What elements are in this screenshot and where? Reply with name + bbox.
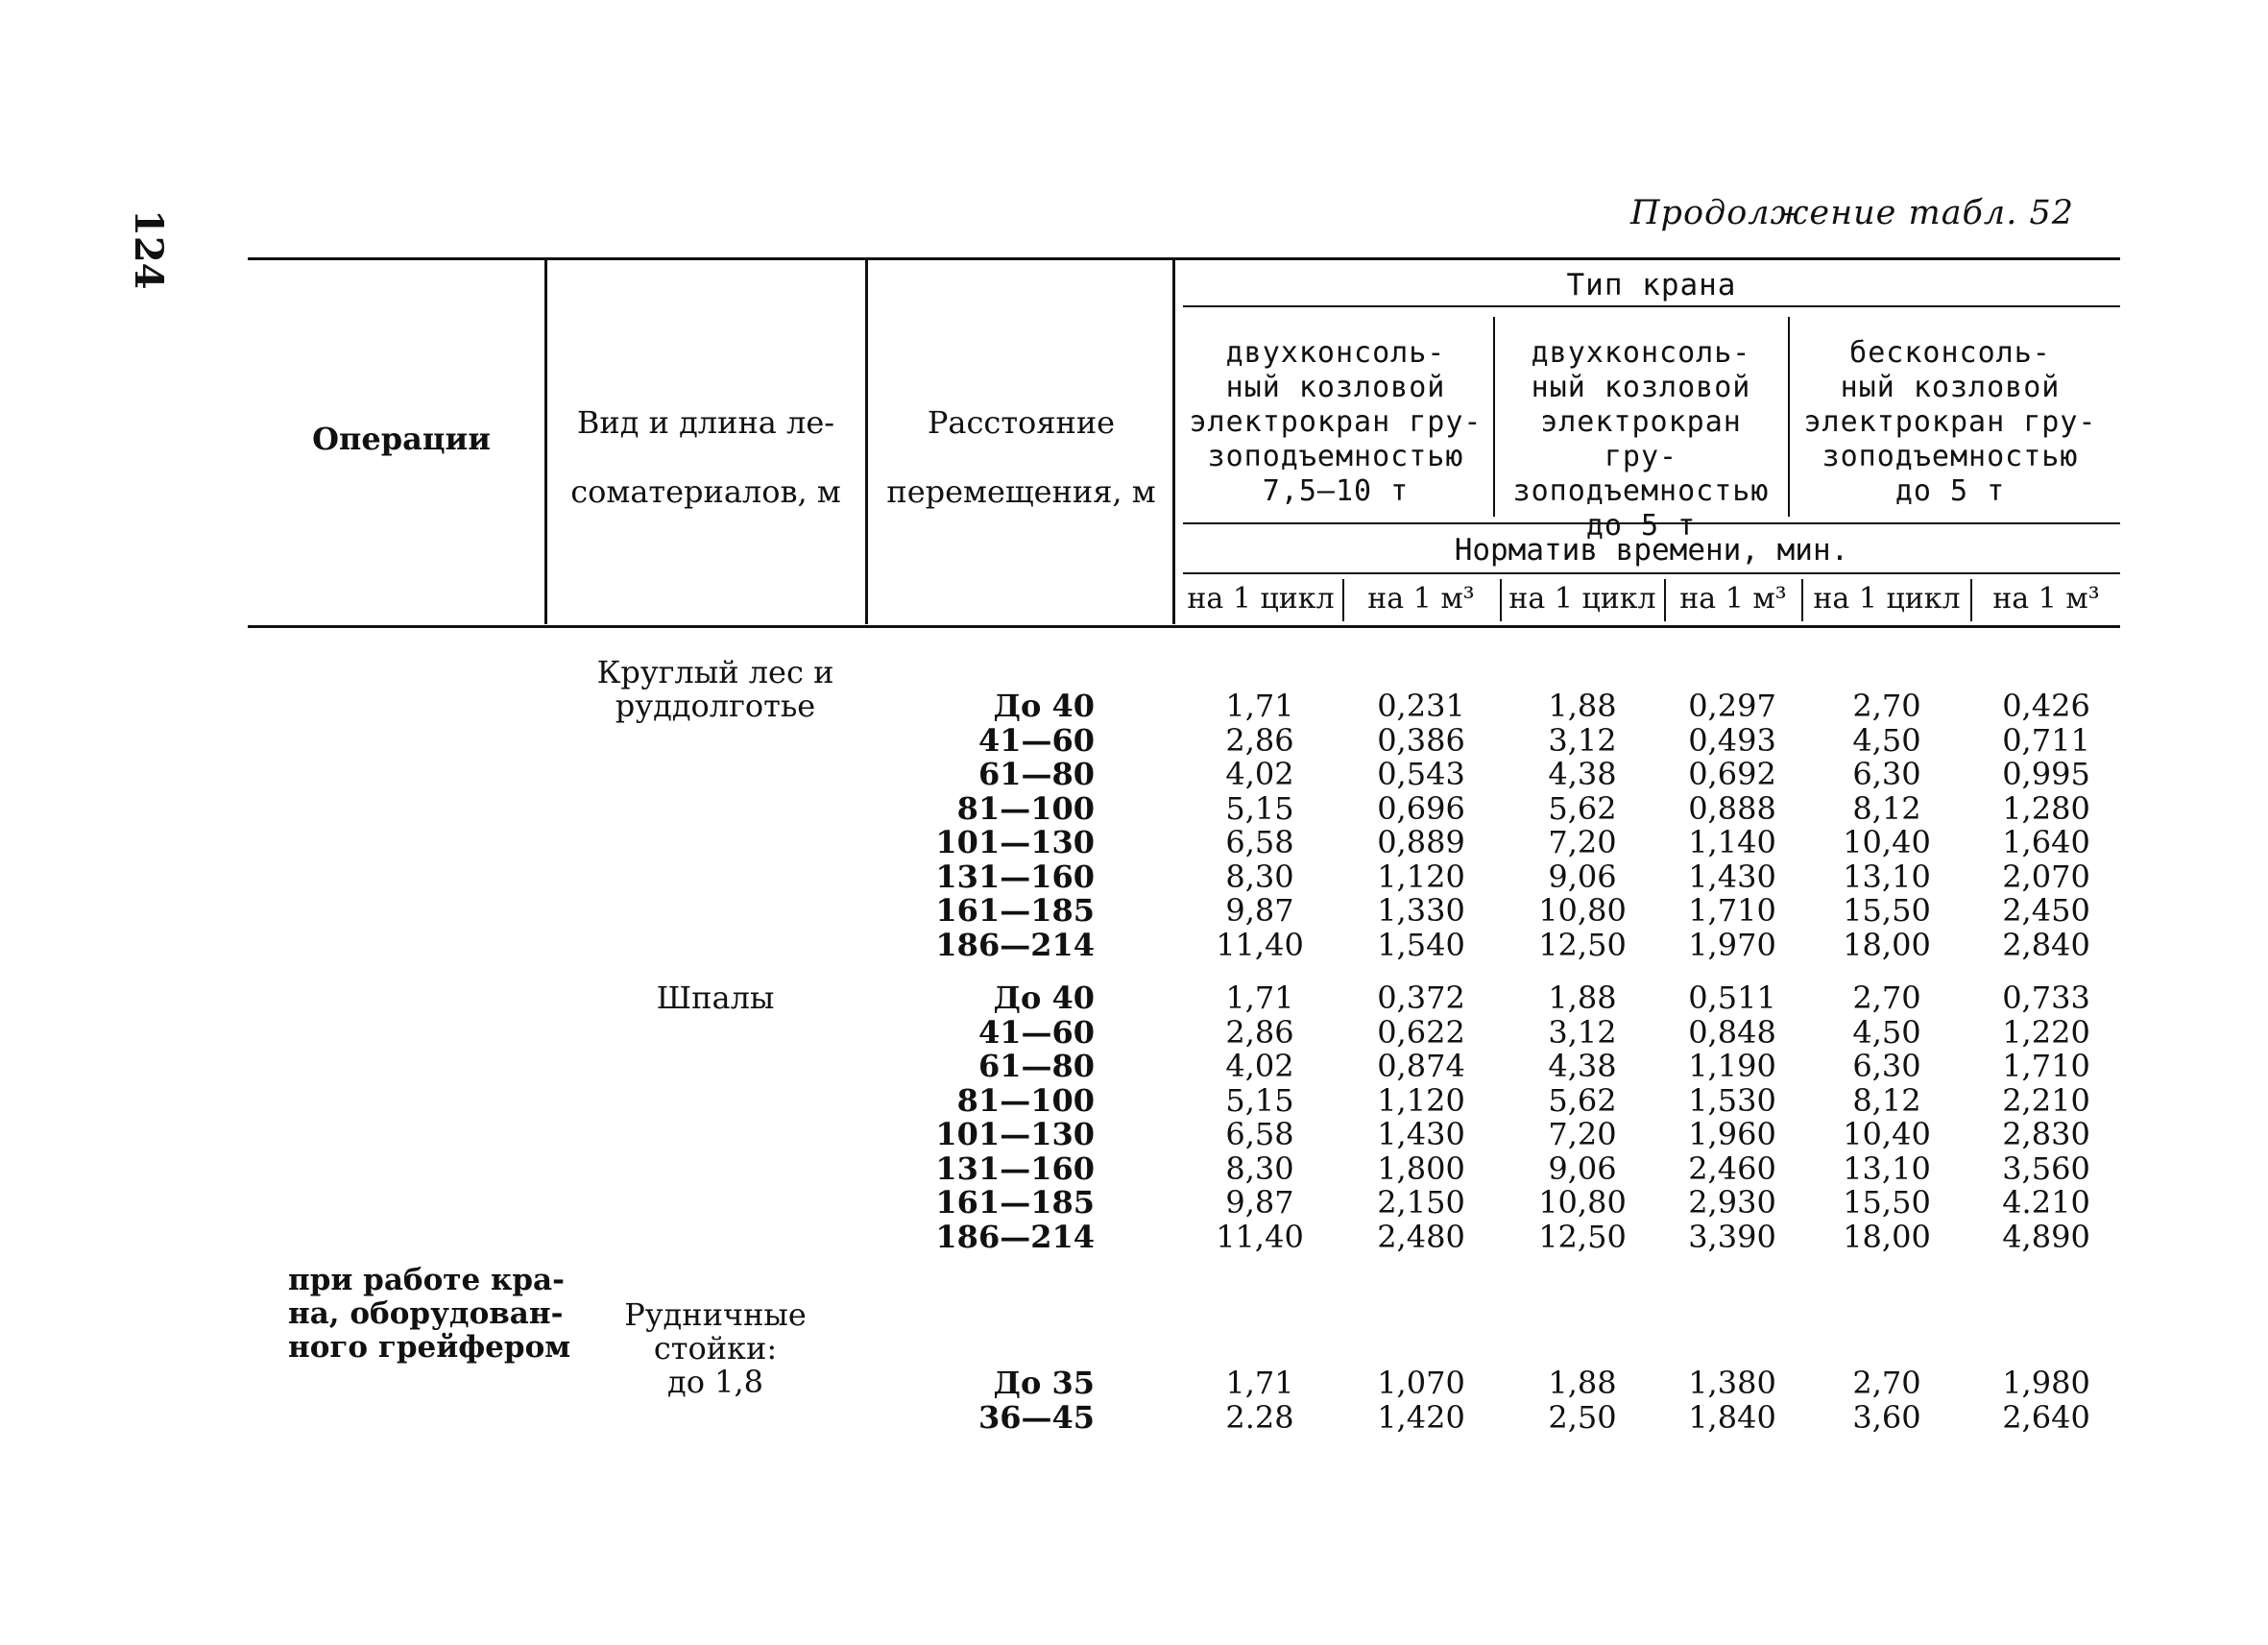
cell-m3-crane3: 1,280 — [2002, 789, 2090, 827]
sub-header-m3-1: на 1 м³ — [1367, 582, 1475, 616]
header-bottom-rule — [248, 625, 2120, 628]
crane-3-name: бесконсоль- ный козловой электрокран гру- зоподъемностью до 5 т — [1803, 336, 2097, 508]
cell-cycle-crane1: 6,58 — [1225, 824, 1294, 860]
table-top-rule — [248, 257, 2120, 260]
cell-distance: 41—60 — [977, 1013, 1095, 1051]
cell-cycle-crane3: 6,30 — [1852, 1048, 1921, 1084]
cell-m3-crane1: 0,543 — [1377, 756, 1465, 792]
cell-cycle-crane1: 4,02 — [1225, 1048, 1294, 1084]
cell-cycle-crane2: 1,88 — [1548, 1365, 1617, 1401]
header-distance: Расстояние перемещения, м — [886, 404, 1156, 510]
cell-m3-crane2: 0,493 — [1688, 721, 1776, 759]
cell-m3-crane1: 0,372 — [1377, 980, 1465, 1016]
cell-m3-crane1: 1,540 — [1377, 926, 1465, 963]
sub-header-cycle-3: на 1 цикл — [1813, 582, 1961, 616]
cell-m3-crane1: 0,622 — [1377, 1013, 1465, 1051]
cell-m3-crane2: 1,190 — [1688, 1048, 1776, 1084]
material-label: Рудничные стойки: до 1,8 — [624, 1296, 807, 1400]
cell-distance: 61—80 — [977, 1048, 1095, 1084]
cell-m3-crane2: 1,840 — [1688, 1398, 1776, 1436]
crane-type-rule — [1183, 305, 2120, 307]
cell-m3-crane2: 1,380 — [1688, 1365, 1776, 1401]
cell-cycle-crane1: 9,87 — [1225, 892, 1294, 929]
cell-m3-crane1: 0,386 — [1377, 721, 1465, 759]
cell-m3-crane1: 2,150 — [1377, 1184, 1465, 1221]
col-divider-3 — [1172, 259, 1175, 624]
cell-m3-crane3: 1,710 — [2002, 1048, 2090, 1084]
cell-m3-crane3: 4.210 — [2002, 1184, 2090, 1221]
cell-cycle-crane1: 11,40 — [1216, 926, 1304, 963]
operation-label: при работе кра- на, оборудован- ного грейфером — [288, 1263, 571, 1365]
cell-cycle-crane1: 2.28 — [1225, 1398, 1294, 1436]
cell-m3-crane2: 1,710 — [1688, 892, 1776, 929]
cell-distance: 186—214 — [935, 1218, 1095, 1255]
cell-m3-crane2: 1,430 — [1688, 858, 1776, 895]
cell-cycle-crane1: 8,30 — [1225, 1149, 1294, 1187]
cell-cycle-crane3: 15,50 — [1843, 892, 1931, 929]
cell-m3-crane1: 1,070 — [1377, 1365, 1465, 1401]
cell-cycle-crane3: 8,12 — [1852, 1081, 1921, 1119]
cell-m3-crane3: 1,640 — [2002, 824, 2090, 860]
cell-m3-crane3: 2,070 — [2002, 858, 2090, 895]
table-caption: Продолжение табл. 52 — [1630, 194, 2074, 232]
sub-header-m3-3: на 1 м³ — [1992, 582, 2100, 616]
cell-cycle-crane3: 18,00 — [1843, 1218, 1931, 1255]
crane-divider-1 — [1493, 317, 1495, 517]
cell-cycle-crane3: 8,12 — [1852, 789, 1921, 827]
cell-m3-crane3: 2,640 — [2002, 1398, 2090, 1436]
cell-cycle-crane1: 9,87 — [1225, 1184, 1294, 1221]
cell-cycle-crane2: 3,12 — [1548, 1013, 1617, 1051]
cell-m3-crane2: 0,848 — [1688, 1013, 1776, 1051]
cell-m3-crane2: 1,960 — [1688, 1116, 1776, 1152]
cell-m3-crane1: 1,430 — [1377, 1116, 1465, 1152]
sub-header-cycle-1: на 1 цикл — [1187, 582, 1335, 616]
cell-distance: 101—130 — [935, 1116, 1095, 1152]
cell-distance: 131—160 — [935, 1149, 1095, 1187]
crane-2-name: двухконсоль- ный козловой электрокран гру- зоподъемностью до 5 т — [1512, 336, 1770, 543]
cell-m3-crane1: 0,874 — [1377, 1048, 1465, 1084]
cell-cycle-crane3: 13,10 — [1843, 1149, 1931, 1187]
cell-m3-crane3: 2,840 — [2002, 926, 2090, 963]
cell-cycle-crane1: 8,30 — [1225, 858, 1294, 895]
cell-cycle-crane2: 2,50 — [1548, 1398, 1617, 1436]
cell-m3-crane3: 1,220 — [2002, 1013, 2090, 1051]
cell-m3-crane2: 0,888 — [1688, 789, 1776, 827]
cell-cycle-crane3: 2,70 — [1852, 980, 1921, 1016]
cell-m3-crane1: 0,231 — [1377, 688, 1465, 724]
cell-cycle-crane1: 2,86 — [1225, 721, 1294, 759]
cell-m3-crane1: 1,420 — [1377, 1398, 1465, 1436]
norm-time-rule — [1183, 572, 2120, 574]
cell-m3-crane3: 0,733 — [2002, 980, 2090, 1016]
header-crane-type: Тип крана — [1566, 268, 1737, 302]
cell-cycle-crane2: 7,20 — [1548, 1116, 1617, 1152]
cell-distance: 36—45 — [977, 1398, 1095, 1436]
cell-m3-crane3: 2,210 — [2002, 1081, 2090, 1119]
cell-cycle-crane2: 12,50 — [1538, 1218, 1627, 1255]
col-divider-2 — [865, 259, 868, 624]
header-material: Вид и длина ле- соматериалов, м — [570, 404, 841, 510]
page-number: 124 — [126, 209, 171, 290]
col-divider-1 — [544, 259, 547, 624]
cell-cycle-crane3: 3,60 — [1852, 1398, 1921, 1436]
cell-m3-crane2: 2,930 — [1688, 1184, 1776, 1221]
cell-cycle-crane1: 6,58 — [1225, 1116, 1294, 1152]
cell-cycle-crane1: 5,15 — [1225, 789, 1294, 827]
cell-cycle-crane2: 9,06 — [1548, 1149, 1617, 1187]
cell-cycle-crane1: 1,71 — [1225, 980, 1294, 1016]
cell-m3-crane1: 0,889 — [1377, 824, 1465, 860]
cell-distance: До 40 — [993, 688, 1095, 724]
cell-cycle-crane2: 3,12 — [1548, 721, 1617, 759]
cell-m3-crane3: 4,890 — [2002, 1218, 2090, 1255]
crane-divider-2 — [1788, 317, 1790, 517]
cell-cycle-crane1: 4,02 — [1225, 756, 1294, 792]
cell-cycle-crane1: 5,15 — [1225, 1081, 1294, 1119]
cell-distance: До 40 — [993, 980, 1095, 1016]
cell-cycle-crane2: 4,38 — [1548, 1048, 1617, 1084]
cell-m3-crane1: 0,696 — [1377, 789, 1465, 827]
cell-cycle-crane2: 12,50 — [1538, 926, 1627, 963]
cell-m3-crane3: 0,426 — [2002, 688, 2090, 724]
cell-distance: 41—60 — [977, 721, 1095, 759]
cell-cycle-crane1: 2,86 — [1225, 1013, 1294, 1051]
cell-cycle-crane2: 7,20 — [1548, 824, 1617, 860]
cell-cycle-crane1: 11,40 — [1216, 1218, 1304, 1255]
cell-m3-crane1: 1,330 — [1377, 892, 1465, 929]
cell-distance: 101—130 — [935, 824, 1095, 860]
cell-m3-crane3: 2,450 — [2002, 892, 2090, 929]
cell-m3-crane3: 1,980 — [2002, 1365, 2090, 1401]
cell-m3-crane3: 2,830 — [2002, 1116, 2090, 1152]
cell-m3-crane2: 0,297 — [1688, 688, 1776, 724]
cell-m3-crane2: 1,530 — [1688, 1081, 1776, 1119]
cell-cycle-crane1: 1,71 — [1225, 1365, 1294, 1401]
material-label: Круглый лес и руддолготье — [596, 654, 834, 724]
cell-m3-crane2: 0,511 — [1688, 980, 1776, 1016]
cell-cycle-crane2: 9,06 — [1548, 858, 1617, 895]
cell-cycle-crane2: 10,80 — [1538, 1184, 1627, 1221]
cell-cycle-crane3: 4,50 — [1852, 1013, 1921, 1051]
cell-cycle-crane3: 10,40 — [1843, 1116, 1931, 1152]
cell-distance: 81—100 — [956, 789, 1095, 827]
cell-distance: 186—214 — [935, 926, 1095, 963]
cell-m3-crane1: 2,480 — [1377, 1218, 1465, 1255]
cell-m3-crane2: 3,390 — [1688, 1218, 1776, 1255]
cell-m3-crane1: 1,120 — [1377, 858, 1465, 895]
cell-distance: 81—100 — [956, 1081, 1095, 1119]
cell-cycle-crane2: 4,38 — [1548, 756, 1617, 792]
cell-distance: 161—185 — [935, 1184, 1095, 1221]
cell-cycle-crane2: 10,80 — [1538, 892, 1627, 929]
cell-cycle-crane2: 5,62 — [1548, 1081, 1617, 1119]
cell-m3-crane2: 1,970 — [1688, 926, 1776, 963]
cell-cycle-crane3: 2,70 — [1852, 688, 1921, 724]
cell-m3-crane2: 2,460 — [1688, 1149, 1776, 1187]
cell-cycle-crane3: 6,30 — [1852, 756, 1921, 792]
cell-m3-crane2: 1,140 — [1688, 824, 1776, 860]
cell-cycle-crane3: 15,50 — [1843, 1184, 1931, 1221]
cell-m3-crane3: 0,711 — [2002, 721, 2090, 759]
cell-distance: 131—160 — [935, 858, 1095, 895]
cell-cycle-crane2: 1,88 — [1548, 688, 1617, 724]
sub-header-m3-2: на 1 м³ — [1679, 582, 1787, 616]
cell-cycle-crane3: 10,40 — [1843, 824, 1931, 860]
cell-cycle-crane2: 1,88 — [1548, 980, 1617, 1016]
cell-m3-crane3: 3,560 — [2002, 1149, 2090, 1187]
sub-header-cycle-2: на 1 цикл — [1508, 582, 1656, 616]
cell-m3-crane2: 0,692 — [1688, 756, 1776, 792]
cell-m3-crane1: 1,120 — [1377, 1081, 1465, 1119]
cell-cycle-crane3: 2,70 — [1852, 1365, 1921, 1401]
header-norm-time: Норматив времени, мин. — [1454, 533, 1849, 568]
crane-1-name: двухконсоль- ный козловой электрокран гру- зоподъемностью 7,5—10 т — [1189, 336, 1483, 508]
cell-cycle-crane1: 1,71 — [1225, 688, 1294, 724]
cell-cycle-crane3: 18,00 — [1843, 926, 1931, 963]
cell-distance: До 35 — [993, 1365, 1095, 1401]
cell-cycle-crane2: 5,62 — [1548, 789, 1617, 827]
material-label: Шпалы — [656, 980, 775, 1016]
cell-cycle-crane3: 13,10 — [1843, 858, 1931, 895]
cell-m3-crane1: 1,800 — [1377, 1149, 1465, 1187]
header-operations: Операции — [312, 421, 491, 457]
cell-cycle-crane3: 4,50 — [1852, 721, 1921, 759]
cell-distance: 161—185 — [935, 892, 1095, 929]
cell-m3-crane3: 0,995 — [2002, 756, 2090, 792]
cell-distance: 61—80 — [977, 756, 1095, 792]
